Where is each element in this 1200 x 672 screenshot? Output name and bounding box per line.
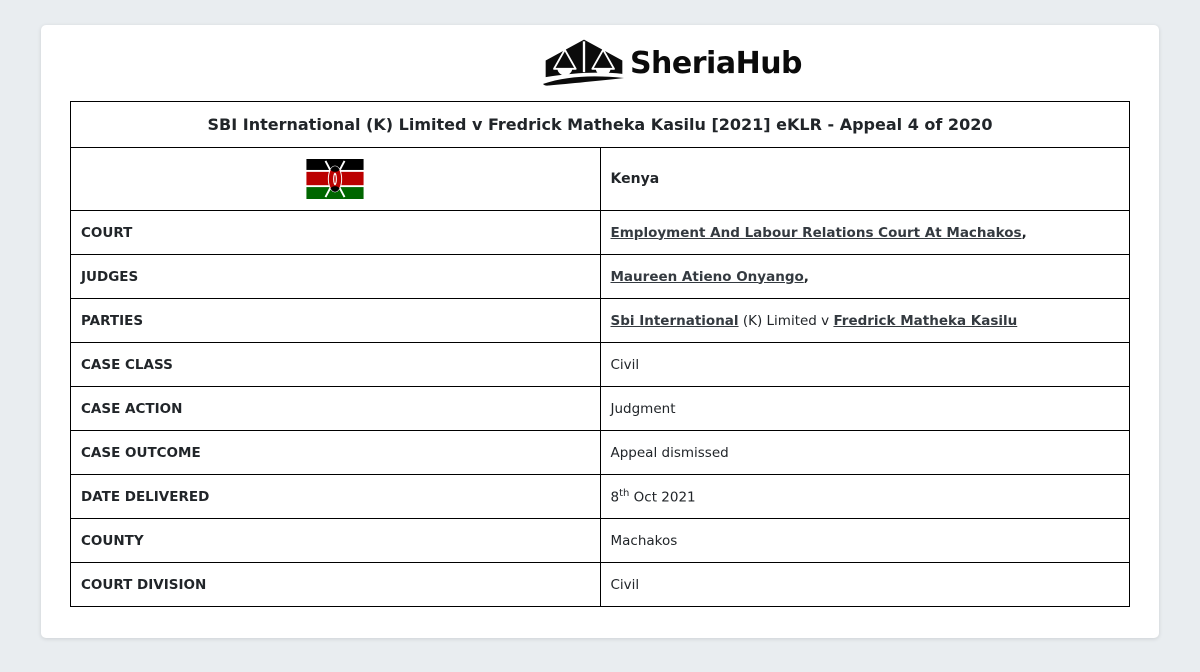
table-row-case-action [71, 387, 1130, 431]
case-class-value: Civil [600, 343, 1130, 387]
site-logo[interactable] [542, 38, 802, 88]
table-row-case-outcome [71, 431, 1130, 475]
table-row-date-delivered [71, 475, 1130, 519]
country-row [71, 148, 1130, 211]
case-details-table [70, 101, 1130, 607]
country-flag-cell [71, 148, 601, 211]
case-title: SBI International (K) Limited v Fredrick Matheka Kasilu [2021] eKLR - Appeal 4 of 2020 [71, 102, 1130, 148]
case-card [41, 25, 1159, 638]
date-delivered-value [600, 475, 1130, 519]
site-header [41, 25, 1159, 101]
county-value: Machakos [600, 519, 1130, 563]
row-label-case-action: CASE ACTION [71, 387, 601, 431]
scales-of-justice-icon [542, 38, 626, 88]
appellant-link[interactable]: Sbi International [610, 312, 739, 329]
table-row-judges [71, 255, 1130, 299]
case-outcome-value: Appeal dismissed [600, 431, 1130, 475]
table-row-case-class [71, 343, 1130, 387]
case-title-row [71, 102, 1130, 148]
row-label-court-division: COURT DIVISION [71, 563, 601, 607]
row-label-case-outcome: CASE OUTCOME [71, 431, 601, 475]
date-ordinal: th [619, 487, 630, 499]
table-row-court [71, 211, 1130, 255]
court-division-value: Civil [600, 563, 1130, 607]
table-row-parties [71, 299, 1130, 343]
row-label-judges: JUDGES [71, 255, 601, 299]
row-label-date-delivered: DATE DELIVERED [71, 475, 601, 519]
table-row-county [71, 519, 1130, 563]
row-label-court: COURT [71, 211, 601, 255]
table-row-court-division [71, 563, 1130, 607]
country-name: Kenya [600, 148, 1130, 211]
kenya-flag-icon [306, 159, 364, 199]
court-link[interactable]: Employment And Labour Relations Court At Machakos [610, 224, 1022, 241]
date-day: 8 [610, 489, 620, 506]
site-logo-text: SheriaHub [629, 45, 803, 81]
judge-link[interactable]: Maureen Atieno Onyango [610, 268, 804, 285]
judge-suffix: , [803, 268, 809, 285]
row-label-parties: PARTIES [71, 299, 601, 343]
respondent-link[interactable]: Fredrick Matheka Kasilu [833, 312, 1018, 329]
parties-connector: (K) Limited v [738, 312, 834, 329]
date-month-year: Oct 2021 [629, 489, 696, 506]
court-suffix: , [1021, 224, 1027, 241]
row-label-county: COUNTY [71, 519, 601, 563]
row-label-case-class: CASE CLASS [71, 343, 601, 387]
case-action-value: Judgment [600, 387, 1130, 431]
